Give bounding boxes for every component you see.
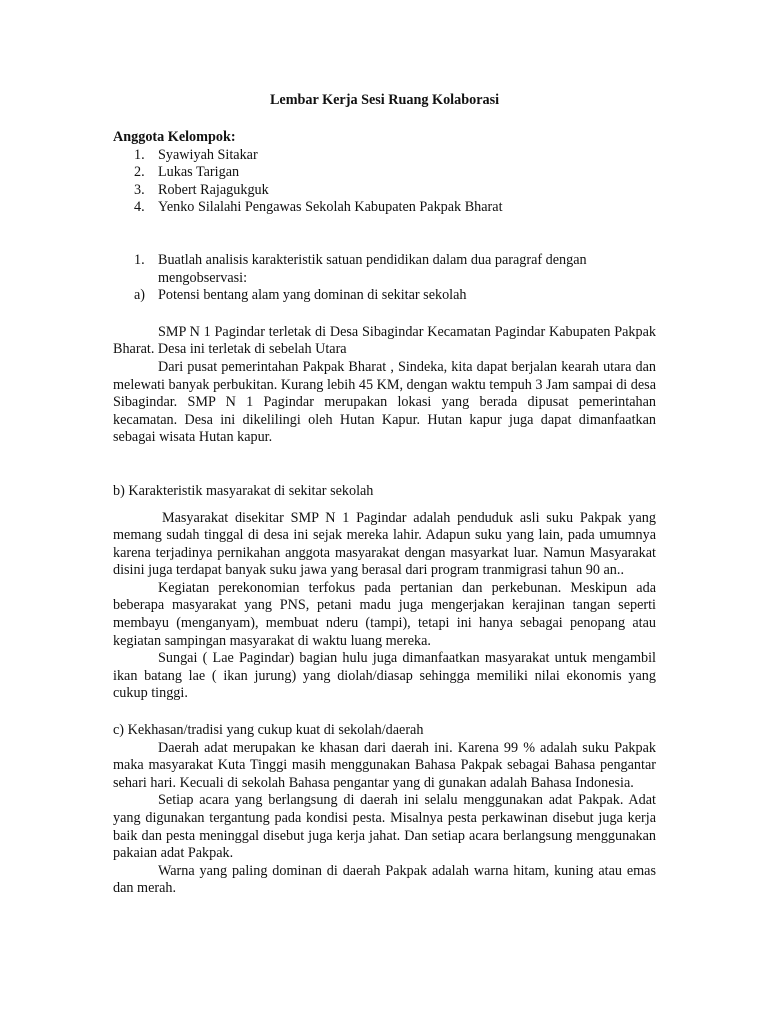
section-a	[113, 324, 656, 447]
member-name: Yenko Silalahi Pengawas Sekolah Kabupaten Pakpak Bharat	[158, 199, 503, 216]
section-b	[113, 510, 656, 704]
paragraph: Daerah adat merupakan ke khasan dari daerah ini. Karena 99 % adalah suku Pakpak maka masyarakat Kuta Tinggi masih menggunakan Bahasa Pakpak sebagai Bahasa pengantar sehari hari. Kecuali di sekolah Bahasa pengantar yang di gunakan adalah Bahasa Indonesia.	[113, 739, 656, 791]
paragraph: Kegiatan perekonomian terfokus pada pertanian dan perkebunan. Meskipun ada beberapa masyarakat yang PNS, petani madu juga mengerjakan kerajinan tangan seperti membayu (menganyam), membuat nderu (tampi), tetapi ini hanya sebagai penopang atau kegiatan sampingan masyarakat di waktu luang mereka.	[113, 579, 656, 649]
section-b-heading: b) Karakteristik masyarakat di sekitar sekolah	[113, 482, 374, 499]
section-c	[113, 740, 656, 898]
question-sub-text: Potensi bentang alam yang dominan di sekitar sekolah	[158, 287, 467, 304]
paragraph: Masyarakat disekitar SMP N 1 Pagindar adalah penduduk asli suku Pakpak yang memang sudah tinggal di desa ini sejak mereka lahir. Adapun suku yang lain, pada umumnya karena terjadinya pernikahan anggota masyarakat dengan masyarkat luar. Namun Masyarakat disini juga terdapat banyak suku jawa yang berasal dari program tranmigrasi tahun 90 an..	[113, 509, 656, 579]
document-title: Lembar Kerja Sesi Ruang Kolaborasi	[269, 92, 500, 108]
paragraph: Sungai ( Lae Pagindar) bagian hulu juga dimanfaatkan masyarakat untuk mengambil ikan batang lae ( ikan jurung) yang diolah/diasap sehingga memiliki nilai ekonomis yang cukup tinggi.	[113, 650, 656, 702]
list-item: 4. Yenko Silalahi Pengawas Sekolah Kabupaten Pakpak Bharat	[134, 199, 503, 216]
section-c-heading: c) Kekhasan/tradisi yang cukup kuat di sekolah/daerah	[113, 722, 424, 739]
paragraph: Warna yang paling dominan di daerah Pakpak adalah warna hitam, kuning atau emas dan merah.	[113, 862, 656, 897]
members-list	[113, 147, 656, 217]
question-item: 1. Buatlah analisis karakteristik satuan pendidikan dalam dua paragraf dengan mengobservasi:	[134, 251, 587, 286]
paragraph: SMP N 1 Pagindar terletak di Desa Sibagindar Kecamatan Pagindar Kabupaten Pakpak Bharat. Desa ini terletak di sebelah Utara	[113, 323, 656, 358]
list-item: 3. Robert Rajagukguk	[134, 181, 269, 198]
member-name: Syawiyah Sitakar	[158, 146, 258, 163]
list-item: 2. Lukas Tarigan	[134, 164, 240, 181]
document-body	[113, 92, 656, 898]
member-name: Robert Rajagukguk	[158, 181, 269, 198]
question-list	[113, 252, 656, 305]
list-item: 1. Syawiyah Sitakar	[134, 146, 258, 163]
members-heading: Anggota Kelompok:	[113, 129, 236, 145]
question-text: Buatlah analisis karakteristik satuan pendidikan dalam dua paragraf dengan mengobservasi:	[158, 251, 587, 286]
paragraph: Setiap acara yang berlangsung di daerah ini selalu menggunakan adat Pakpak. Adat yang digunakan tergantung pada kondisi pesta. Misalnya pesta perkawinan disebut juga kerja baik dan pesta meninggal disebut juga kerja jahat. Dan setiap acara berlangsung menggunakan pakaian adat Pakpak.	[113, 792, 656, 862]
paragraph: Dari pusat pemerintahan Pakpak Bharat , Sindeka, kita dapat berjalan kearah utara dan melewati banyak perbukitan. Kurang lebih 45 KM, dengan waktu tempuh 3 Jam sampai di desa Sibagindar. SMP N 1 Pagindar merupakan lokasi yang berada dipusat pemerintahan kecamatan. Desa ini dikelilingi oleh Hutan Kapur. Hutan kapur juga dapat dimanfaatkan sebagai wisata Hutan kapur.	[113, 358, 656, 446]
member-name: Lukas Tarigan	[158, 164, 240, 181]
question-sub-item: a) Potensi bentang alam yang dominan di sekitar sekolah	[134, 287, 467, 304]
